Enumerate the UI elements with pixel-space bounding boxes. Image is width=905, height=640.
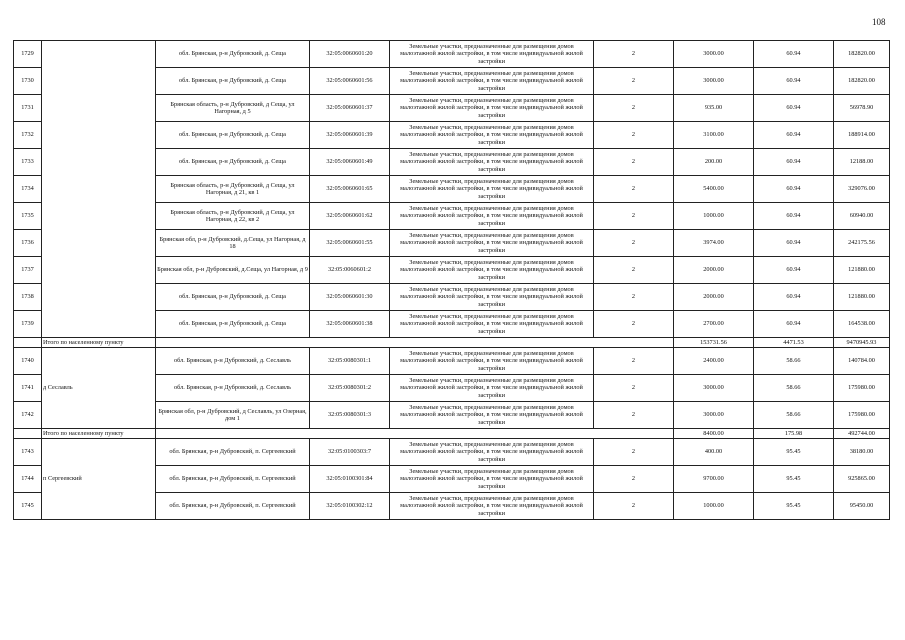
group-code: 2 [594, 439, 674, 466]
total-row [14, 338, 890, 348]
cadastral-value: 56978.90 [834, 95, 890, 122]
area-value: 3974.00 [674, 230, 754, 257]
area-value: 1000.00 [674, 493, 754, 520]
row-number: 1739 [14, 311, 42, 338]
table-body [14, 41, 890, 520]
row-number: 1729 [14, 41, 42, 68]
cadastral-number: 32:05:0100303:7 [310, 439, 390, 466]
group-code: 2 [594, 95, 674, 122]
cadastral-value: 121880.00 [834, 284, 890, 311]
row-number: 1741 [14, 375, 42, 402]
land-purpose: Земельные участки, предназначенные для размещения домов малоэтажной жилой застройки, в том числе индивидуальной жилой застройки [390, 176, 594, 203]
cadastral-value: 188914.00 [834, 122, 890, 149]
land-purpose: Земельные участки, предназначенные для размещения домов малоэтажной жилой застройки, в том числе индивидуальной жилой застройки [390, 230, 594, 257]
land-purpose: Земельные участки, предназначенные для размещения домов малоэтажной жилой застройки, в том числе индивидуальной жилой застройки [390, 122, 594, 149]
address-cell: обл. Брянская, р-н Дубровский, д. Сеславль [156, 375, 310, 402]
row-number: 1731 [14, 95, 42, 122]
specific-cadastral-value: 60.94 [754, 122, 834, 149]
address-cell: обл. Брянская, р-н Дубровский, д. Сеща [156, 284, 310, 311]
address-cell: обл. Брянская, р-н Дубровский, п. Сергеевский [156, 466, 310, 493]
land-purpose: Земельные участки, предназначенные для размещения домов малоэтажной жилой застройки, в том числе индивидуальной жилой застройки [390, 375, 594, 402]
land-purpose: Земельные участки, предназначенные для размещения домов малоэтажной жилой застройки, в том числе индивидуальной жилой застройки [390, 348, 594, 375]
cadastral-number: 32:05:0060601:30 [310, 284, 390, 311]
land-plots-table [13, 40, 890, 520]
land-purpose: Земельные участки, предназначенные для размещения домов малоэтажной жилой застройки, в том числе индивидуальной жилой застройки [390, 284, 594, 311]
cadastral-value: 121880.00 [834, 257, 890, 284]
land-purpose: Земельные участки, предназначенные для размещения домов малоэтажной жилой застройки, в том числе индивидуальной жилой застройки [390, 149, 594, 176]
total-empty [156, 429, 674, 439]
specific-cadastral-value: 60.94 [754, 284, 834, 311]
row-number: 1745 [14, 493, 42, 520]
locality-name [42, 41, 156, 338]
specific-cadastral-value: 60.94 [754, 311, 834, 338]
cadastral-number: 32:05:0080301:1 [310, 348, 390, 375]
address-cell: обл. Брянская, р-н Дубровский, д. Сеща [156, 122, 310, 149]
total-area: 8400.00 [674, 429, 754, 439]
total-cost: 9470945.93 [834, 338, 890, 348]
group-code: 2 [594, 493, 674, 520]
area-value: 3100.00 [674, 122, 754, 149]
specific-cadastral-value: 60.94 [754, 257, 834, 284]
area-value: 200.00 [674, 149, 754, 176]
group-code: 2 [594, 402, 674, 429]
row-number: 1733 [14, 149, 42, 176]
cadastral-number: 32:05:0080301:3 [310, 402, 390, 429]
specific-cadastral-value: 95.45 [754, 439, 834, 466]
table-row [14, 348, 890, 375]
address-cell: Брянская область, р-н Дубровский, д Сеща, ул Нагорная, д 22, кв 2 [156, 203, 310, 230]
specific-cadastral-value: 60.94 [754, 203, 834, 230]
total-specific-value: 175.98 [754, 429, 834, 439]
total-empty-num [14, 338, 42, 348]
cadastral-value: 175980.00 [834, 402, 890, 429]
row-number: 1734 [14, 176, 42, 203]
specific-cadastral-value: 60.94 [754, 95, 834, 122]
address-cell: обл. Брянская, р-н Дубровский, п. Сергеевский [156, 439, 310, 466]
specific-cadastral-value: 95.45 [754, 493, 834, 520]
total-cost: 492744.00 [834, 429, 890, 439]
address-cell: обл. Брянская, р-н Дубровский, д. Сеща [156, 311, 310, 338]
land-purpose: Земельные участки, предназначенные для размещения домов малоэтажной жилой застройки, в том числе индивидуальной жилой застройки [390, 203, 594, 230]
cadastral-number: 32:05:0060601:38 [310, 311, 390, 338]
area-value: 2700.00 [674, 311, 754, 338]
group-code: 2 [594, 257, 674, 284]
specific-cadastral-value: 58.66 [754, 375, 834, 402]
group-code: 2 [594, 176, 674, 203]
area-value: 2000.00 [674, 257, 754, 284]
area-value: 9700.00 [674, 466, 754, 493]
cadastral-number: 32:05:0060601:49 [310, 149, 390, 176]
cadastral-number: 32:05:0060601:37 [310, 95, 390, 122]
address-cell: обл. Брянская, р-н Дубровский, д. Сеща [156, 68, 310, 95]
group-code: 2 [594, 149, 674, 176]
area-value: 3000.00 [674, 41, 754, 68]
cadastral-value: 242175.56 [834, 230, 890, 257]
total-area: 153731.56 [674, 338, 754, 348]
table-row [14, 439, 890, 466]
address-cell: Брянская область, р-н Дубровский, д Сеща, ул Нагорная, д 21, кв 1 [156, 176, 310, 203]
cadastral-number: 32:05:0080301:2 [310, 375, 390, 402]
land-purpose: Земельные участки, предназначенные для размещения домов малоэтажной жилой застройки, в том числе индивидуальной жилой застройки [390, 466, 594, 493]
area-value: 2000.00 [674, 284, 754, 311]
cadastral-value: 175980.00 [834, 375, 890, 402]
address-cell: Брянская обл, р-н Дубровский, д.Сеща, ул Нагорная, д 18 [156, 230, 310, 257]
cadastral-number: 32:05:0060601:65 [310, 176, 390, 203]
address-cell: Брянская обл, р-н Дубровский, д Сеславль, ул Озерная, дом 1 [156, 402, 310, 429]
row-number: 1730 [14, 68, 42, 95]
cadastral-number: 32:05:0060601:20 [310, 41, 390, 68]
group-code: 2 [594, 68, 674, 95]
land-purpose: Земельные участки, предназначенные для размещения домов малоэтажной жилой застройки, в том числе индивидуальной жилой застройки [390, 402, 594, 429]
page-number: 108 [872, 17, 886, 27]
area-value: 3000.00 [674, 402, 754, 429]
area-value: 3000.00 [674, 68, 754, 95]
land-purpose: Земельные участки, предназначенные для размещения домов малоэтажной жилой застройки, в том числе индивидуальной жилой застройки [390, 493, 594, 520]
specific-cadastral-value: 60.94 [754, 149, 834, 176]
cadastral-number: 32:05:0060601:55 [310, 230, 390, 257]
cadastral-value: 38180.00 [834, 439, 890, 466]
area-value: 1000.00 [674, 203, 754, 230]
locality-name: д Сеславль [42, 348, 156, 429]
row-number: 1737 [14, 257, 42, 284]
land-purpose: Земельные участки, предназначенные для размещения домов малоэтажной жилой застройки, в том числе индивидуальной жилой застройки [390, 68, 594, 95]
specific-cadastral-value: 60.94 [754, 230, 834, 257]
row-number: 1732 [14, 122, 42, 149]
land-purpose: Земельные участки, предназначенные для размещения домов малоэтажной жилой застройки, в том числе индивидуальной жилой застройки [390, 311, 594, 338]
total-specific-value: 4471.53 [754, 338, 834, 348]
address-cell: Брянская область, р-н Дубровский, д Сеща, ул Нагорная, д 5 [156, 95, 310, 122]
row-number: 1738 [14, 284, 42, 311]
group-code: 2 [594, 230, 674, 257]
row-number: 1740 [14, 348, 42, 375]
cadastral-number: 32:05:0060601:56 [310, 68, 390, 95]
specific-cadastral-value: 60.94 [754, 176, 834, 203]
cadastral-value: 12188.00 [834, 149, 890, 176]
total-empty [156, 338, 674, 348]
row-number: 1744 [14, 466, 42, 493]
group-code: 2 [594, 41, 674, 68]
locality-name: п Сергеевский [42, 439, 156, 520]
row-number: 1735 [14, 203, 42, 230]
cadastral-value: 140784.00 [834, 348, 890, 375]
address-cell: обл. Брянская, р-н Дубровский, д. Сеща [156, 41, 310, 68]
address-cell: обл. Брянская, р-н Дубровский, п. Сергеевский [156, 493, 310, 520]
row-number: 1743 [14, 439, 42, 466]
total-label: Итого по населенному пункту [42, 429, 156, 439]
table-row [14, 41, 890, 68]
cadastral-value: 95450.00 [834, 493, 890, 520]
row-number: 1736 [14, 230, 42, 257]
total-empty-num [14, 429, 42, 439]
cadastral-value: 182820.00 [834, 68, 890, 95]
area-value: 400.00 [674, 439, 754, 466]
group-code: 2 [594, 466, 674, 493]
cadastral-value: 182820.00 [834, 41, 890, 68]
specific-cadastral-value: 60.94 [754, 68, 834, 95]
cadastral-value: 329076.00 [834, 176, 890, 203]
land-purpose: Земельные участки, предназначенные для размещения домов малоэтажной жилой застройки, в том числе индивидуальной жилой застройки [390, 257, 594, 284]
group-code: 2 [594, 348, 674, 375]
area-value: 3000.00 [674, 375, 754, 402]
land-purpose: Земельные участки, предназначенные для размещения домов малоэтажной жилой застройки, в том числе индивидуальной жилой застройки [390, 439, 594, 466]
address-cell: обл. Брянская, р-н Дубровский, д. Сеща [156, 149, 310, 176]
specific-cadastral-value: 60.94 [754, 41, 834, 68]
area-value: 2400.00 [674, 348, 754, 375]
specific-cadastral-value: 58.66 [754, 348, 834, 375]
group-code: 2 [594, 122, 674, 149]
address-cell: Брянская обл, р-н Дубровский, д.Сеща, ул Нагорная, д 9 [156, 257, 310, 284]
group-code: 2 [594, 284, 674, 311]
group-code: 2 [594, 375, 674, 402]
land-purpose: Земельные участки, предназначенные для размещения домов малоэтажной жилой застройки, в том числе индивидуальной жилой застройки [390, 95, 594, 122]
cadastral-number: 32:05:0060601:39 [310, 122, 390, 149]
address-cell: обл. Брянская, р-н Дубровский, д. Сеславль [156, 348, 310, 375]
cadastral-number: 32:05:0060601:2 [310, 257, 390, 284]
total-row [14, 429, 890, 439]
cadastral-number: 32:05:0060601:62 [310, 203, 390, 230]
cadastral-value: 60940.00 [834, 203, 890, 230]
area-value: 935.00 [674, 95, 754, 122]
group-code: 2 [594, 203, 674, 230]
cadastral-value: 164538.00 [834, 311, 890, 338]
cadastral-value: 925865.00 [834, 466, 890, 493]
cadastral-number: 32:05:0100301:84 [310, 466, 390, 493]
group-code: 2 [594, 311, 674, 338]
specific-cadastral-value: 95.45 [754, 466, 834, 493]
area-value: 5400.00 [674, 176, 754, 203]
row-number: 1742 [14, 402, 42, 429]
land-purpose: Земельные участки, предназначенные для размещения домов малоэтажной жилой застройки, в том числе индивидуальной жилой застройки [390, 41, 594, 68]
cadastral-number: 32:05:0100302:12 [310, 493, 390, 520]
total-label: Итого по населенному пункту [42, 338, 156, 348]
specific-cadastral-value: 58.66 [754, 402, 834, 429]
